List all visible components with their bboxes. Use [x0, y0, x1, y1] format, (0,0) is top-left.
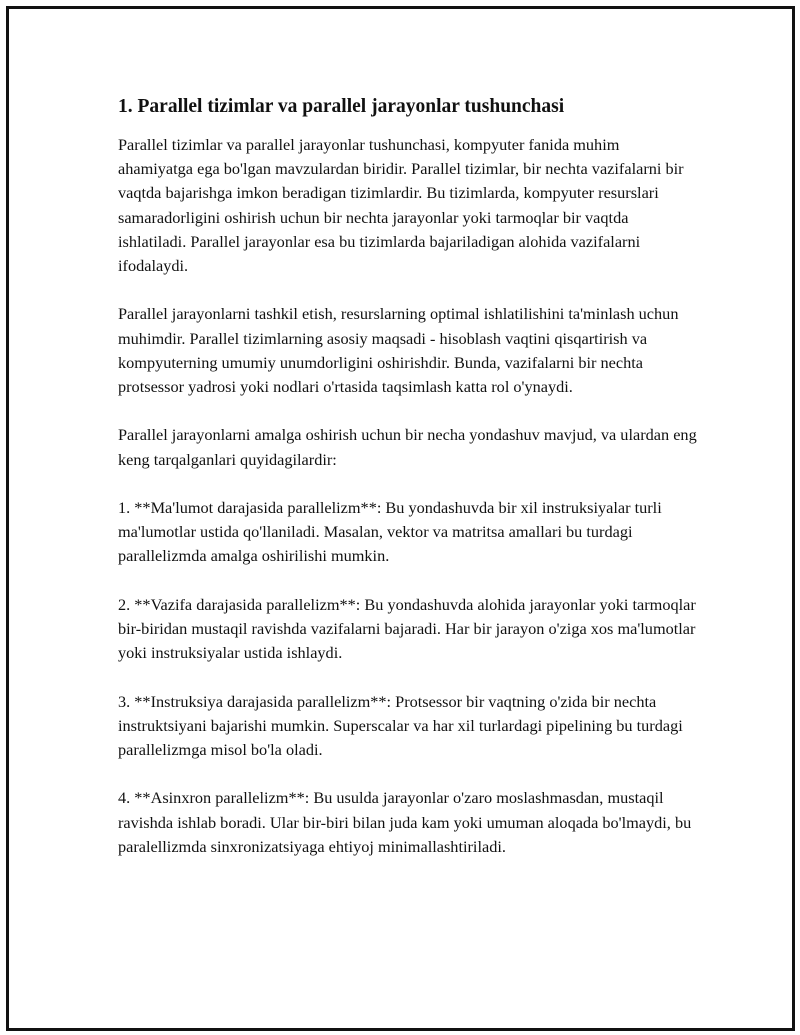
intro-paragraph: Parallel tizimlar va parallel jarayonlar tushunchasi, kompyuter fanida muhim ahamiyatga ega bo'lgan mavzulardan biridir. Parallel tizimlar, bir nechta vazifalarni bir vaqtda bajarishga imkon beradigan tizimlardir. Bu tizimlarda, kompyuter resurslari samaradorligini oshirish uchun bir nechta jarayonlar yoki tarmoqlar bir vaqtda ishlatiladi. Parallel jarayonlar esa bu tizimlarda bajariladigan alohida vazifalarni ifodalaydi.	[118, 135, 684, 276]
document-heading: 1. Parallel tizimlar va parallel jarayonlar tushunchasi	[118, 96, 565, 117]
organization-paragraph: Parallel jarayonlarni tashkil etish, resurslarning optimal ishlatilishini ta'minlash uchun muhimdir. Parallel tizimlarning asosiy maqsadi - hisoblash vaqtini qisqartirish va kompyuterning umumiy unumdorligini oshirishdir. Bunda, vazifalarni bir nechta protsessor yadrosi yoki nodlari o'rtasida taqsimlash katta rol o'ynaydi.	[118, 304, 679, 397]
approaches-intro-paragraph: Parallel jarayonlarni amalga oshirish uchun bir necha yondashuv mavjud, va ulardan eng keng tarqalganlari quyidagilardir:	[118, 425, 697, 469]
list-item-async-parallelism: 4. **Asinxron parallelizm**: Bu usulda jarayonlar o'zaro moslashmasdan, mustaqil ravishda ishlab boradi. Ular bir-biri bilan juda kam yoki umuman aloqada bo'lmaydi, bu paralellizmda sinxronizatsiyaga ehtiyoj minimallashtiriladi.	[118, 788, 692, 856]
list-item-instruction-parallelism: 3. **Instruksiya darajasida parallelizm**: Protsessor bir vaqtning o'zida bir nechta instruktsiyani bajarishi mumkin. Superscalar va har xil turlardagi pipelining bu turdagi parallelizmga misol bo'la oladi.	[118, 691, 683, 759]
list-item-task-parallelism: 2. **Vazifa darajasida parallelizm**: Bu yondashuvda alohida jarayonlar yoki tarmoqlar bir-biridan mustaqil ravishda vazifalarni bajaradi. Har bir jarayon o'ziga xos ma'lumotlar yoki instruksiyalar ustida ishlaydi.	[118, 594, 696, 663]
document-body	[118, 95, 698, 883]
list-item-data-parallelism: 1. **Ma'lumot darajasida parallelizm**: Bu yondashuvda bir xil instruksiyalar turli ma'lumotlar ustida qo'llaniladi. Masalan, vektor va matritsa amallari bu turdagi parallelizmda amalga oshirilishi mumkin.	[118, 498, 662, 566]
